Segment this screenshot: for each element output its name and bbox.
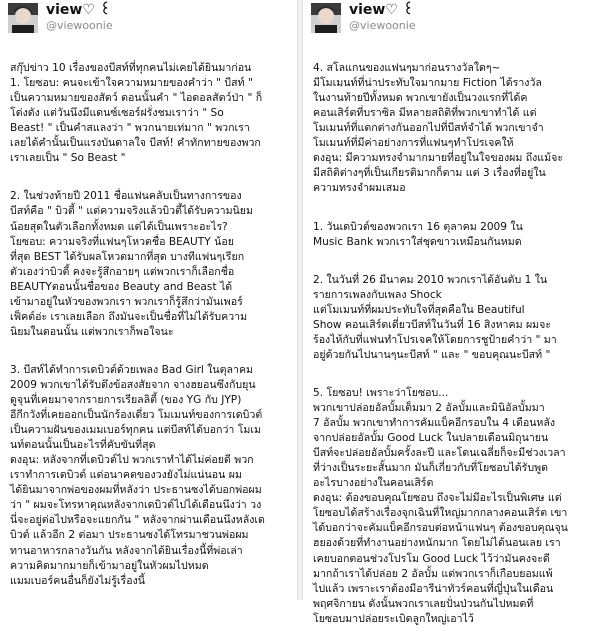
paragraph-3: 3. บีสท์ได้ทำการเดบิวต์ด้วยเพลง Bad Girl ในตุลาคม 2009 พวกเขาได้รับดึงข้อสงสัยจาก จางฮยอนซึงกับยุน ดูจุนที่เคยมาจากรายการเรียลลิตี้ (ของ YG กับ JYP) อีกีกวังที่เคยออกเป็นนักร้องเดี่ยว โมเมนท์ของการเดบิวต์ เป็นความฝันของเมมเบอร์ทุกคน แต่บีสท์ได้บอกว่า โมเม นท์ตอนนั้นเป็นอะไรที่คับขันที่สุด ดงอุน: หลังจากที่เดบิวต์ไป พวกเราทำได้ไม่ค่อยดี พวก เราทำการเดบิวต์ แต่อนาคตของวงยังไม่แน่นอน ผม ได้ยินมาจากพ่อของผมที่หลังว่า ประธานซงได้บอกพ่อผม ว่า " ผมจะโทรหาคุณหลังจากเดบิวต์ไปได้เดือนนึงว่า วง นี่จะอยู่ต่อไปหรือจะแยกกัน " หลังจากผ่านเดือนนึงหลังเด บิวต์ แล้วอีก 2 ต่อมา ประธานซงได้โทรมาชวนพ่อผม ทานอาหารกลางวันกัน หลังจากได้ยินเรื่องนี้ที่พ่อเล่า ความคิดมากมายก็เข้ามาอยู่ในหัวผมไปหมด แมมเบอร์คนอื่นก็ยังไม่รู้เรื่องนี้ [10, 363, 265, 587]
paragraph-intro-1: สกุ๊ปข่าว 10 เรื่องของบีสท์ที่ทุกคนไม่เคยได้ยินมาก่อน 1. โยซอบ: คนจะเข้าใจความหมายของคำว่า " บีสท์ " เป็นความหมายของสัตว์ ตอนนั้นคำ " ไอดอลสัตว์ป่า " ก็ โด่งดัง แต่วันนึงมีแดนซ์เซอร์ฝรั่งชมเราว่า " So Beast! " เป็นคำสแลงว่า " พวกนายเท่มาก " พวกเรา เลยได้คำนั้นเป็นแรงบันดาลใจ บีสท์! คำทักทายของพวก เราเลยเป็น " So Beast " [10, 62, 263, 165]
paragraph-4-item-2: 2. ในวันที่ 26 มีนาคม 2010 พวกเราได้อันดับ 1 ใน รายการเพลงกับเพลง Shock แต่โมเมนท์ที่ผมประทับใจที่สุดคือใน Beautiful Show คอนเสิร์ตเดี่ยวบีสท์ในวันที่ 16 สิงหาคม ผมจะ ร้องไห้กับที่แฟนทำโปรเจคให้โดยการชูป้ายคำว่า " มา อยู่ด้วยกันไปนานๆนะบีสท์ " และ " ขอบคุณนะบีสท์ " [313, 273, 557, 361]
user-handle[interactable]: @viewoonie [349, 19, 416, 32]
tweet-body [303, 46, 600, 642]
display-name[interactable]: view♡ ꒰ [349, 2, 414, 18]
avatar-photo-icon [311, 3, 341, 33]
tweet-header [0, 0, 297, 46]
avatar-photo-icon [8, 3, 38, 33]
user-name-block [349, 2, 416, 33]
tweet-body [0, 46, 297, 604]
tweet-panel-right [303, 0, 600, 625]
paragraph-5: 5. โยซอบ! เพราะว่าโยซอบ... พวกเขาปล่อยอัลบั้มเต็มมา 2 อัลบั้มและมินิอัลบั้มมา 7 อัลบั้ม พวกเขาทำการคัมแบ็คอีกรอบใน 4 เดือนหลัง จากปล่อยอัลบั้ม Good Luck ในปลายเดือนมิถุนายน บีสท์จะปล่อยอัลบั้มครั้งละปี และโดนเฉลี่ยก็จะมีช่วงเวลา ที่ว่างเป็นระยะสั้นมาก มันก็เกี่ยวกับที่โยซอบได้รับพูด อะไรบางอย่างในคอนเสิร์ต ดงอุน: ต้องขอบคุณโยซอบ ถึงจะไม่มีอะไรเป็นพิเศษ แต่ โยซอบได้สร้างเรื่องจุกเฉินที่ใหญ่มากกลางคอนเสิร์ต เขา ได้บอกว่าจะคัมแบ็คอีกรอบต่อหน้าแฟนๆ ต้องขอบคุณจุน ฮยองด้วยที่ทำงานอย่างหนักมาก โดยไม่ได้นอนเลย เรา เคยบอกตอนช่วงโปรโม Good Luck ไว้ว่ามันคงจะดี มากถ้าเราได้ปล่อย 2 อัลบั้ม แต่พวกเราก็เกือบยอมแพ้ ไปแล้ว เพราะเราต้องมีอารีน่าทัวร์คอนที่ญี่ปุ่นในเดือน พฤศจิกายน ดังนั้นพวกเราเลยปั่นป่วนกันไปหมดที่ โยซอบมาปล่อยระเบิดลูกใหญ่เอาไว้ [313, 386, 568, 625]
display-name[interactable]: view♡ ꒰ [46, 2, 111, 18]
user-name-block [46, 2, 113, 33]
user-handle[interactable]: @viewoonie [46, 19, 113, 32]
tweet-panel-left [0, 0, 297, 600]
paragraph-2: 2. ในช่วงท้ายปี 2011 ชื่อแฟนคลับเป็นทางการของ บีสท์คือ " บิวตี้ " แต่ความจริงแล้วบิวตี้ได้รับความนิยม น้อยสุดในตัวเลือกทั้งหมด แต่ได้เป็นเพราะอะไร? โยซอบ: ความจริงที่แฟนๆโหวตชื่อ BEAUTY น้อย ที่สุด BEST ได้รับผลโหวตมากที่สุด บางทีแฟนๆเรียก ตัวเองว่าบิวตี้ คงจะรู้สึกอายๆ แต่พวกเราก็เลือกชื่อ BEAUTYตอนนั้นชื่อของ Beauty and Beast ได้ เข้ามาอยู่ในหัวของพวกเรา พวกเราก็รู้สึกว่ามันเพอร์ เฟ็คต์อ่ะ เราเลยเลือก ถึงมันจะเป็นชื่อที่ไม่ได้รับความ นิยมในตอนนั้น แต่พวกเราก็พอใจนะ [10, 190, 253, 338]
tweet-header [303, 0, 600, 46]
avatar[interactable] [311, 3, 341, 33]
paragraph-4: 4. สโลแกนของแฟนๆมาก่อนรางวัลใดๆ~ มีโมเมนท์ที่น่าประทับใจมากมาย Fiction ได้รางวัล ในงานท้ายปีทั้งหมด พวกเขายังเป็นวงแรกที่ได้ค คอนเสิร์ตที่บราซิล มีหลายสถิติที่พวกเขาทำได้ แต่ โมเมนท์ที่แตกต่างกันออกไปที่บีสท์จำได้ พวกเขาจำ โมเมนท์ที่มีค่าอย่างการที่แฟนๆทำโปรเจคให้ ดงอุน: มีความทรงจำมากมายที่อยู่ในใจของผม ถึงแม้จะ มีสถิติต่างๆที่เป็นเกียรติมากก็ตาม แต่ 3 เรื่องที่อยู่ใน ความทรงจำผมเสมอ [313, 62, 564, 195]
paragraph-4-item-1: 1. วันเดบิวต์ของพวกเรา 16 ตุลาคม 2009 ใน Music Bank พวกเราใส่ชุดขาวเหมือนกันหมด [313, 220, 523, 248]
avatar[interactable] [8, 3, 38, 33]
